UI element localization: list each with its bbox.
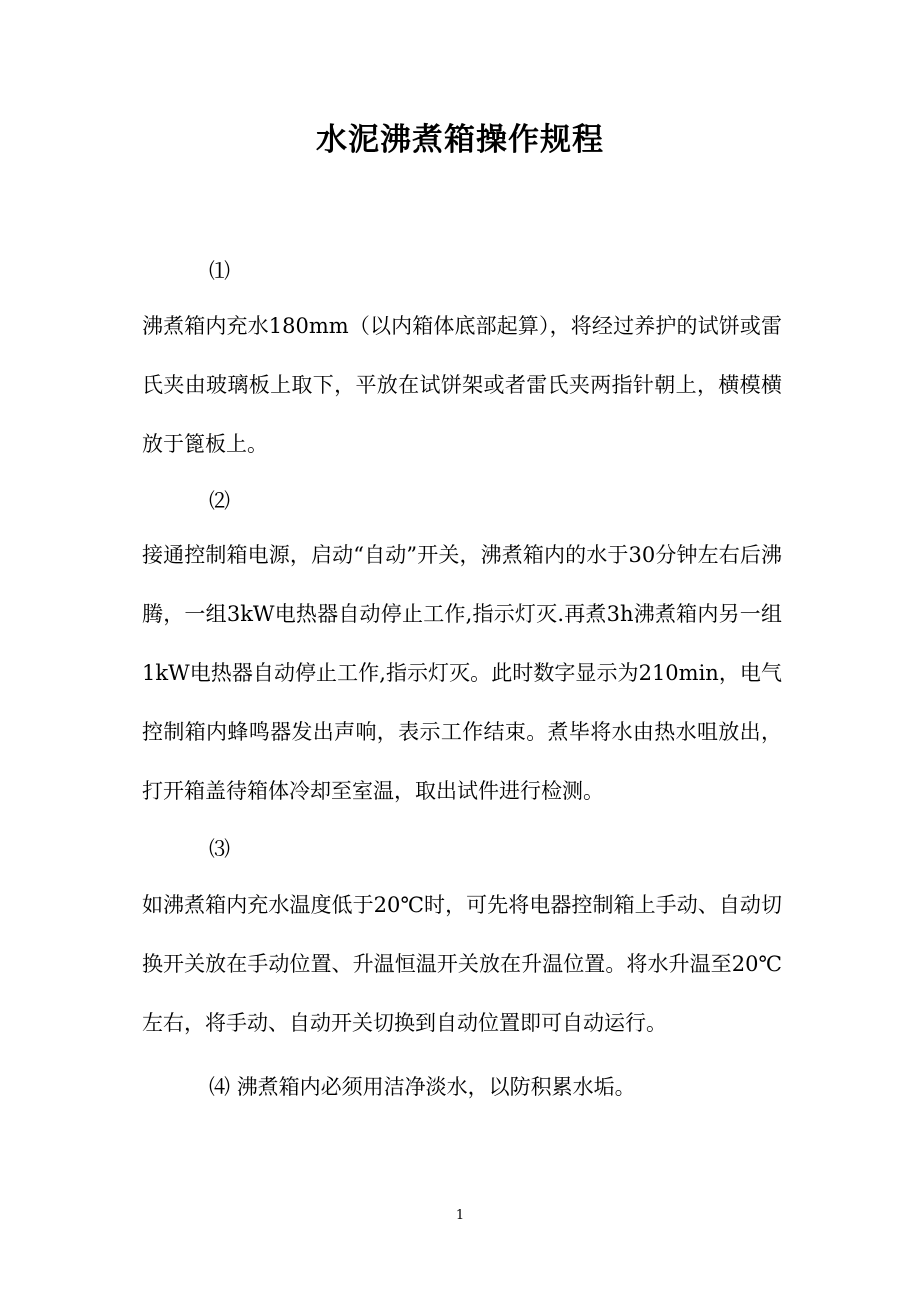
section-text-4: 沸煮箱内必须用洁净淡水，以防积累水垢。 xyxy=(236,1075,636,1099)
section-marker-3: ⑶ xyxy=(209,837,230,861)
section-text-3: 如沸煮箱内充水温度低于20℃时，可先将电器控制箱上手动、自动切换开关放在手动位置、升温恒温开关放在升温位置。将水升温至20℃左右，将手动、自动开关切换到自动位置即可自动运行。 xyxy=(142,893,782,1035)
section-marker-4: ⑷ xyxy=(209,1075,230,1099)
page-number: 1 xyxy=(455,1208,465,1223)
section-item-4 xyxy=(209,1072,636,1102)
section-text-1: 沸煮箱内充水180mm（以内箱体底部起算），将经过养护的试饼或雷氏夹由玻璃板上取下，平放在试饼架或者雷氏夹两指针朝上，横模横放于篦板上。 xyxy=(142,314,782,456)
section-marker-1: ⑴ xyxy=(209,259,230,283)
section-text-2: 接通控制箱电源，启动“自动”开关，沸煮箱内的水于30分钟左右后沸腾，一组3kW电热器自动停止工作,指示灯灭.再煮3h沸煮箱内另一组1kW电热器自动停止工作,指示灯灭。此时数字显示为210min，电气控制箱内蜂鸣器发出声响，表示工作结束。煮毕将水由热水咀放出，打开箱盖待箱体冷却至室温，取出试件进行检测。 xyxy=(142,543,782,803)
section-marker-2: ⑵ xyxy=(209,489,230,513)
document-title: 水泥沸煮箱操作规程 xyxy=(316,122,604,158)
